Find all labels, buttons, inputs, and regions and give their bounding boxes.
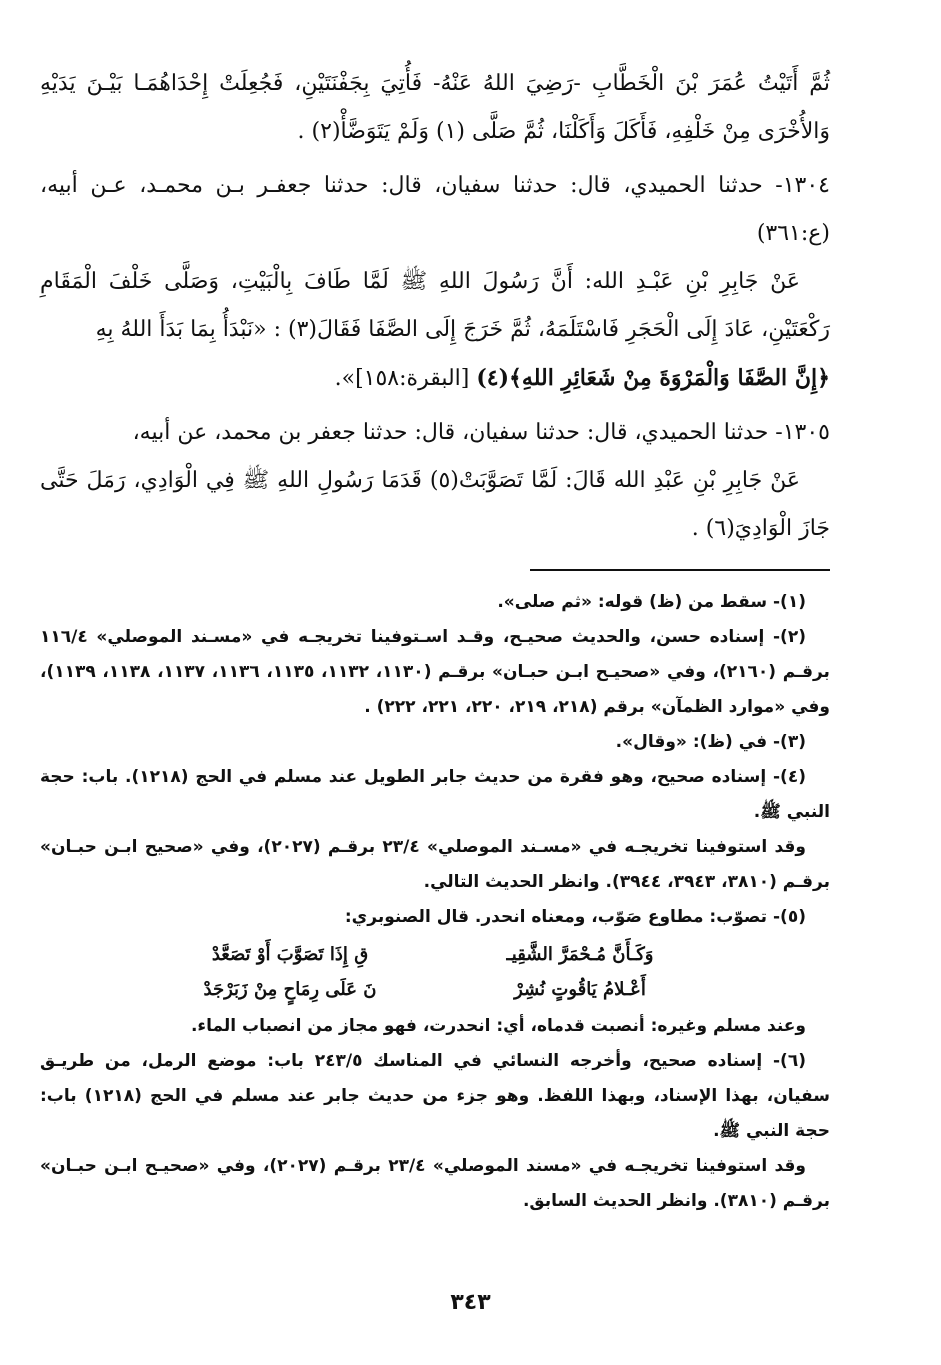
footnote-4-continuation: وقد استوفينا تخريجـه في «مسـند الموصلي» ٢٣/٤ برقـم (٢٠٢٧)، وفي «صحيح ابـن حبـان» برقـم (٣٨١٠، ٣٩٤٣، ٣٩٤٤). وانظر الحديث التالي. — [40, 837, 830, 892]
hadith-main-text — [40, 60, 830, 553]
footnote-4: (٤)- إسناده صحيح، وهو فقرة من حديث جابر الطويل عند مسلم في الحج (١٢١٨). باب: حجة النبي ﷺ. — [40, 767, 830, 822]
poem-line-2-second-half: نَ عَلَى رِمَاحٍ مِنْ زَبَرْجَدْ — [203, 979, 377, 1000]
poem-verses — [40, 937, 830, 1007]
page-number: ٣٤٣ — [450, 1290, 491, 1315]
quran-reference: [البقرة:١٥٨]». — [334, 366, 477, 391]
hadith-1305-isnad: ١٣٠٥- حدثنا الحميدي، قال: حدثنا سفيان، قال: حدثنا جعفر بن محمد، عن أبيه، — [132, 420, 830, 445]
footnote-separator — [530, 569, 830, 571]
footnote-6: (٦)- إسناده صحيح، وأخرجه النسائي في المناسك ٢٤٣/٥ باب: موضع الرمل، من طريـق سفيان، بهذا الإسناد، وبهذا اللفظ. وهو جزء من حديث جابر عند مسلم في الحج (١٢١٨) باب: حجة النبي ﷺ. — [40, 1051, 830, 1141]
hadith-1305-matn: عَنْ جَابِرِ بْنِ عَبْدِ الله قَالَ: لَمَّا تَصَوَّبَتْ(٥) قَدَمَا رَسُولِ اللهِ ﷺ فِي الْوَادِي، رَمَلَ حَتَّى جَازَ الْوَادِيَ(٦) . — [40, 468, 830, 541]
footnote-5: (٥)- تصوّب: مطاوع صَوّب، ومعناه انحدر. قال الصنوبري: — [344, 907, 806, 927]
footnotes-section — [40, 585, 830, 1219]
poem-line-1-second-half: قِ إِذَا تَصَوَّبَ أَوْ تَصَعَّدْ — [211, 944, 369, 965]
footnote-5-continuation: وعند مسلم وغيره: أنصبت قدماه، أي: انحدرت، فهو مجاز من انصباب الماء. — [190, 1016, 806, 1036]
hadith-opening-paragraph: ثُمَّ أَتَيْتُ عُمَرَ بْنَ الْخَطَّابِ -رَضِيَ اللهُ عَنْهُ- فَأُتِيَ بِجَفْنَتَيْنِ، فَجُعِلَتْ إِحْدَاهُمَـا بَيْـنَ يَدَيْهِ وَالأُخْرَى مِنْ خَلْفِهِ، فَأَكَلَ وَأَكَلْنَا، ثُمَّ صَلَّى (١) وَلَمْ يَتَوَضَّأْ(٢) . — [40, 71, 830, 144]
hadith-1304-isnad: ١٣٠٤- حدثنا الحميدي، قال: حدثنا سفيان، قال: حدثنا جعفـر بـن محمـد، عـن أبيه، (ع:٣٦١) — [40, 173, 830, 246]
page-content — [40, 60, 830, 1219]
hadith-1304-matn — [40, 258, 830, 403]
poem-line-2-first-half: أَعْـلامُ يَاقُوتٍ نُشِرْ — [514, 979, 646, 1000]
hadith-1304-text: عَنْ جَابِرِ بْنِ عَبْـدِ الله: أَنَّ رَسُولَ اللهِ ﷺ لَمَّا طَافَ بِالْبَيْتِ، وَصَلَّى خَلْفَ الْمَقَامِ رَكْعَتَيْنِ، عَادَ إِلَى الْحَجَرِ فَاسْتَلَمَهُ، ثُمَّ خَرَجَ إِلَى الصَّفَا فَقَالَ(٣) : «نَبْدَأُ بِمَا بَدَأَ اللهُ بِهِ — [40, 269, 830, 342]
quran-verse: ﴿إِنَّ الصَّفَا وَالْمَرْوَةَ مِنْ شَعَائِرِ اللهِ﴾(٤) — [476, 365, 830, 391]
footnote-1: (١)- سقط من (ظ) قوله: «ثم صلى». — [497, 592, 806, 612]
footnote-6-continuation: وقد استوفينا تخريجـه في «مسند الموصلي» ٢٣/٤ برقـم (٢٠٢٧)، وفي «صحيـح ابـن حبـان» برقـم (٣٨١٠). وانظر الحديث السابق. — [40, 1156, 830, 1211]
footnote-3: (٣)- في (ظ): «وقال». — [615, 732, 806, 752]
footnote-2: (٢)- إسناده حسن، والحديث صحيـح، وقـد اسـتوفينا تخريجـه في «مسـند الموصلي» ١١٦/٤ برقـم (٢١٦٠)، وفي «صحيـح ابـن حبـان» برقـم (١١٣٠، ١١٣٢، ١١٣٥، ١١٣٦، ١١٣٧، ١١٣٨، ١١٣٩)، وفي «موارد الظمآن» برقم (٢١٨، ٢١٩، ٢٢٠، ٢٢١، ٢٢٢) . — [40, 627, 830, 717]
poem-line-1-first-half: وَكَـأَنَّ مُـحْمَرَّ الشَّقِيـ — [506, 944, 654, 965]
